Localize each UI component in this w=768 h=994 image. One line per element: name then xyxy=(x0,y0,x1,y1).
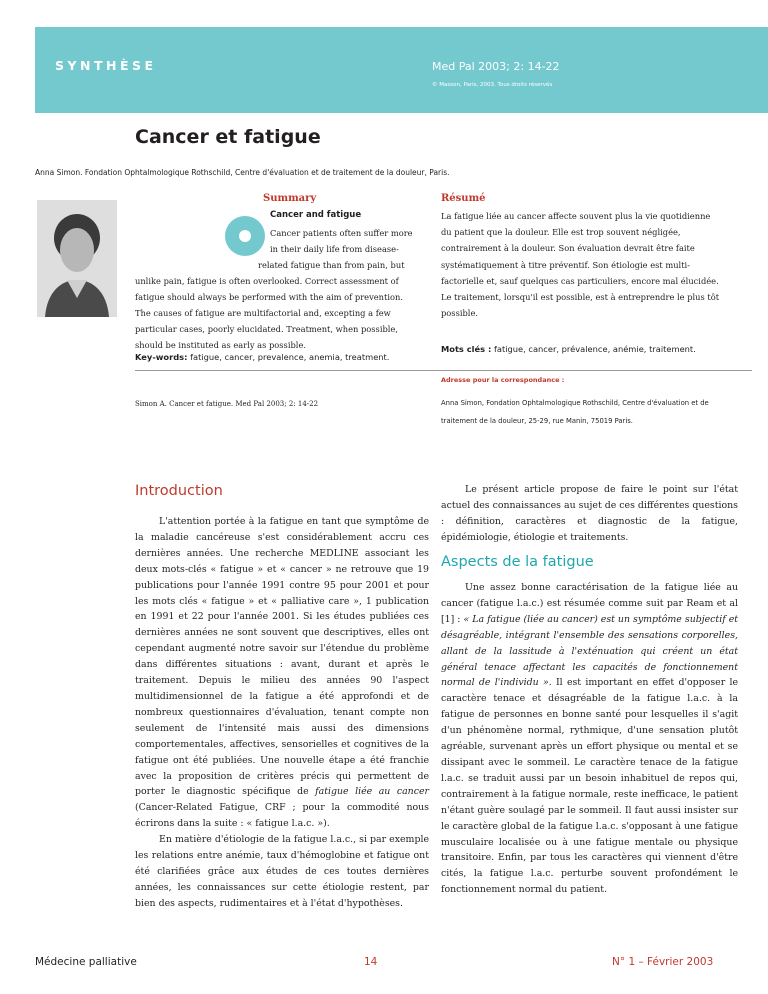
resume-line: contrairement à la douleur. Son évaluation devrait être faite xyxy=(441,243,695,254)
keywords-en xyxy=(135,352,389,362)
introduction-heading: Introduction xyxy=(135,483,223,499)
summary-bullet-icon xyxy=(225,216,265,256)
correspondence-address xyxy=(441,394,761,430)
article-title: Cancer et fatigue xyxy=(135,126,321,148)
summary-line: should be instituted as early as possible. xyxy=(135,340,306,350)
paragraph-italic: « La fatigue (liée au cancer) est un symptôme subjectif et désagréable, intégrant l'ensemble des sensations corporelles, allant de la lassitude à l'exténuation qui créent un état général tenace affectant les capacités de fonctionnement normal de l'individu ». xyxy=(441,613,739,689)
resume-heading: Résumé xyxy=(441,193,486,204)
keywords-fr-text: fatigue, cancer, prévalence, anémie, traitement. xyxy=(493,344,696,354)
footer-journal: Médecine palliative xyxy=(35,956,137,968)
correspondence-line: traitement de la douleur, 25-29, rue Manin, 75019 Paris. xyxy=(441,417,633,425)
paragraph: En matière d'étiologie de la fatigue l.a.c., si par exemple les relations entre anémie, taux d'hémoglobine et fatigue ont été clarifiées grâce aux études de ces toutes dernières années, les connaissances sur cette étiologie restent, par bien des aspects, rudimentaires et à l'état d'hypothèses. xyxy=(135,834,429,909)
paragraph xyxy=(135,514,429,832)
summary-line: The causes of fatigue are multifactorial and, excepting a few xyxy=(135,308,391,318)
resume-line: Le traitement, lorsqu'il est possible, est à entreprendre le plus tôt xyxy=(441,292,720,303)
resume-line: systématiquement à titre préventif. Son étiologie est multi- xyxy=(441,259,690,270)
journal-reference: Med Pal 2003; 2: 14-22 xyxy=(432,60,560,73)
keywords-en-text: fatigue, cancer, prevalence, anemia, treatment. xyxy=(190,352,390,362)
paragraph-text: Il est important en effet d'opposer le caractère tenace et désagréable de la fatigue l.a.c. à la fatigue de personnes en bonne santé pour lesquelles il s'agit d'un phénomène normal, rythmique, d'une sensation plutôt agréable, survenant après un effort physique ou mental et se dissipant avec le sommeil. Le caractère tenace de la fatigue l.a.c. se traduit aussi par un besoin inhabituel de repos qui, contrairement à la fatigue normale, reste inefficace, le patient n'étant guère soulagé par le sommeil. Il faut aussi insister sur le caractère global de la fatigue l.a.c. s'opposant à une fatigue musculaire localisée ou à une fatigue mentale ou physique transitoire. Enfin, par tous les caractères qui viennent d'être cités, la fatigue l.a.c. perturbe souvent profondément le fonctionnement normal du patient. xyxy=(441,677,738,896)
summary-line: particular cases, poorly elucidated. Treatment, when possible, xyxy=(135,324,398,334)
paragraph-text: (Cancer-Related Fatigue, CRF ; pour la commodité nous écrirons dans la suite : « fatigue l.a.c. »). xyxy=(135,802,429,830)
copyright-notice: © Masson, Paris, 2003. Tous droits réservés xyxy=(432,82,553,88)
summary-line: unlike pain, fatigue is often overlooked. Correct assessment of xyxy=(135,276,399,286)
section-divider xyxy=(135,370,752,371)
author-affiliation: Anna Simon. Fondation Ophtalmologique Rothschild, Centre d'évaluation et de traitement de la douleur, Paris. xyxy=(35,168,450,177)
section-label: SYNTHÈSE xyxy=(55,58,157,73)
resume-line: factorielle et, sauf quelques cas particuliers, encore mal élucidée. xyxy=(441,275,719,286)
page-number: 14 xyxy=(364,956,378,968)
footer-issue: N° 1 – Février 2003 xyxy=(612,956,714,968)
summary-subtitle: Cancer and fatigue xyxy=(270,210,362,220)
author-photo xyxy=(37,200,117,317)
paragraph: Le présent article propose de faire le point sur l'état actuel des connaissances au sujet de ces différentes questions : définition, caractères et diagnostic de la fatigue, épidémiologie, étiologie et traitements. xyxy=(441,484,738,543)
summary-line: in their daily life from disease- xyxy=(270,244,399,254)
correspondence-label: Adresse pour la correspondance : xyxy=(441,376,565,384)
paragraph-italic: fatigue liée au cancer xyxy=(315,786,429,798)
summary-line: related fatigue than from pain, but xyxy=(258,260,405,270)
summary-heading: Summary xyxy=(263,193,317,204)
introduction-body-continued xyxy=(441,482,738,546)
paragraph xyxy=(441,580,738,898)
keywords-fr-label: Mots clés : xyxy=(441,344,492,354)
resume-text xyxy=(441,208,741,321)
resume-line: du patient que la douleur. Elle est trop souvent négligée, xyxy=(441,227,681,238)
citation: Simon A. Cancer et fatigue. Med Pal 2003; 2: 14-22 xyxy=(135,400,319,408)
keywords-en-label: Key-words: xyxy=(135,352,188,362)
paragraph-text: L'attention portée à la fatigue en tant que symptôme de la maladie cancéreuse s'est considérablement accru ces dernières années. Une recherche MEDLINE associant les deux mots-clés « fatigue » et « cancer » ne retrouve que 19 publications pour l'année 1991 contre 95 pour 2001 et pour les mots clés « fatigue » et « palliative care », 1 publication en 1991 et 22 pour l'année 2001. Si les études publiées ces dernières années ne sont souvent que descriptives, elles ont cependant augmenté notre savoir sur l'étendue du problème dans différentes situations : avant, durant et après le traitement. Depuis le milieu des années 90 l'aspect multidimensionnel de la fatigue a été approfondi et de nombreux questionnaires d'évaluation, tenant compte non seulement de l'intensité mais aussi des dimensions comportementales, affectives, sensorielles et cognitives de la fatigue ont été publiées. Une nouvelle étape a été franchie avec la proposition de critères précis qui permettent de porter le diagnostic spécifique de xyxy=(135,516,429,798)
aspects-body xyxy=(441,580,738,898)
header-banner xyxy=(35,27,768,113)
summary-line: Cancer patients often suffer more xyxy=(270,228,413,238)
correspondence-line: Anna Simon, Fondation Ophtalmologique Rothschild, Centre d'évaluation et de xyxy=(441,399,709,407)
keywords-fr xyxy=(441,344,696,354)
summary-line: fatigue should always be performed with the aim of prevention. xyxy=(135,292,403,302)
resume-line: La fatigue liée au cancer affecte souvent plus la vie quotidienne xyxy=(441,211,711,221)
paragraph-text: Une assez bonne caractérisation de la fatigue liée au cancer (fatigue l.a.c.) est résumée comme suit par Ream et al [1] : xyxy=(441,582,738,625)
aspects-heading: Aspects de la fatigue xyxy=(441,554,594,570)
resume-line: possible. xyxy=(441,308,478,319)
introduction-body xyxy=(135,514,429,912)
